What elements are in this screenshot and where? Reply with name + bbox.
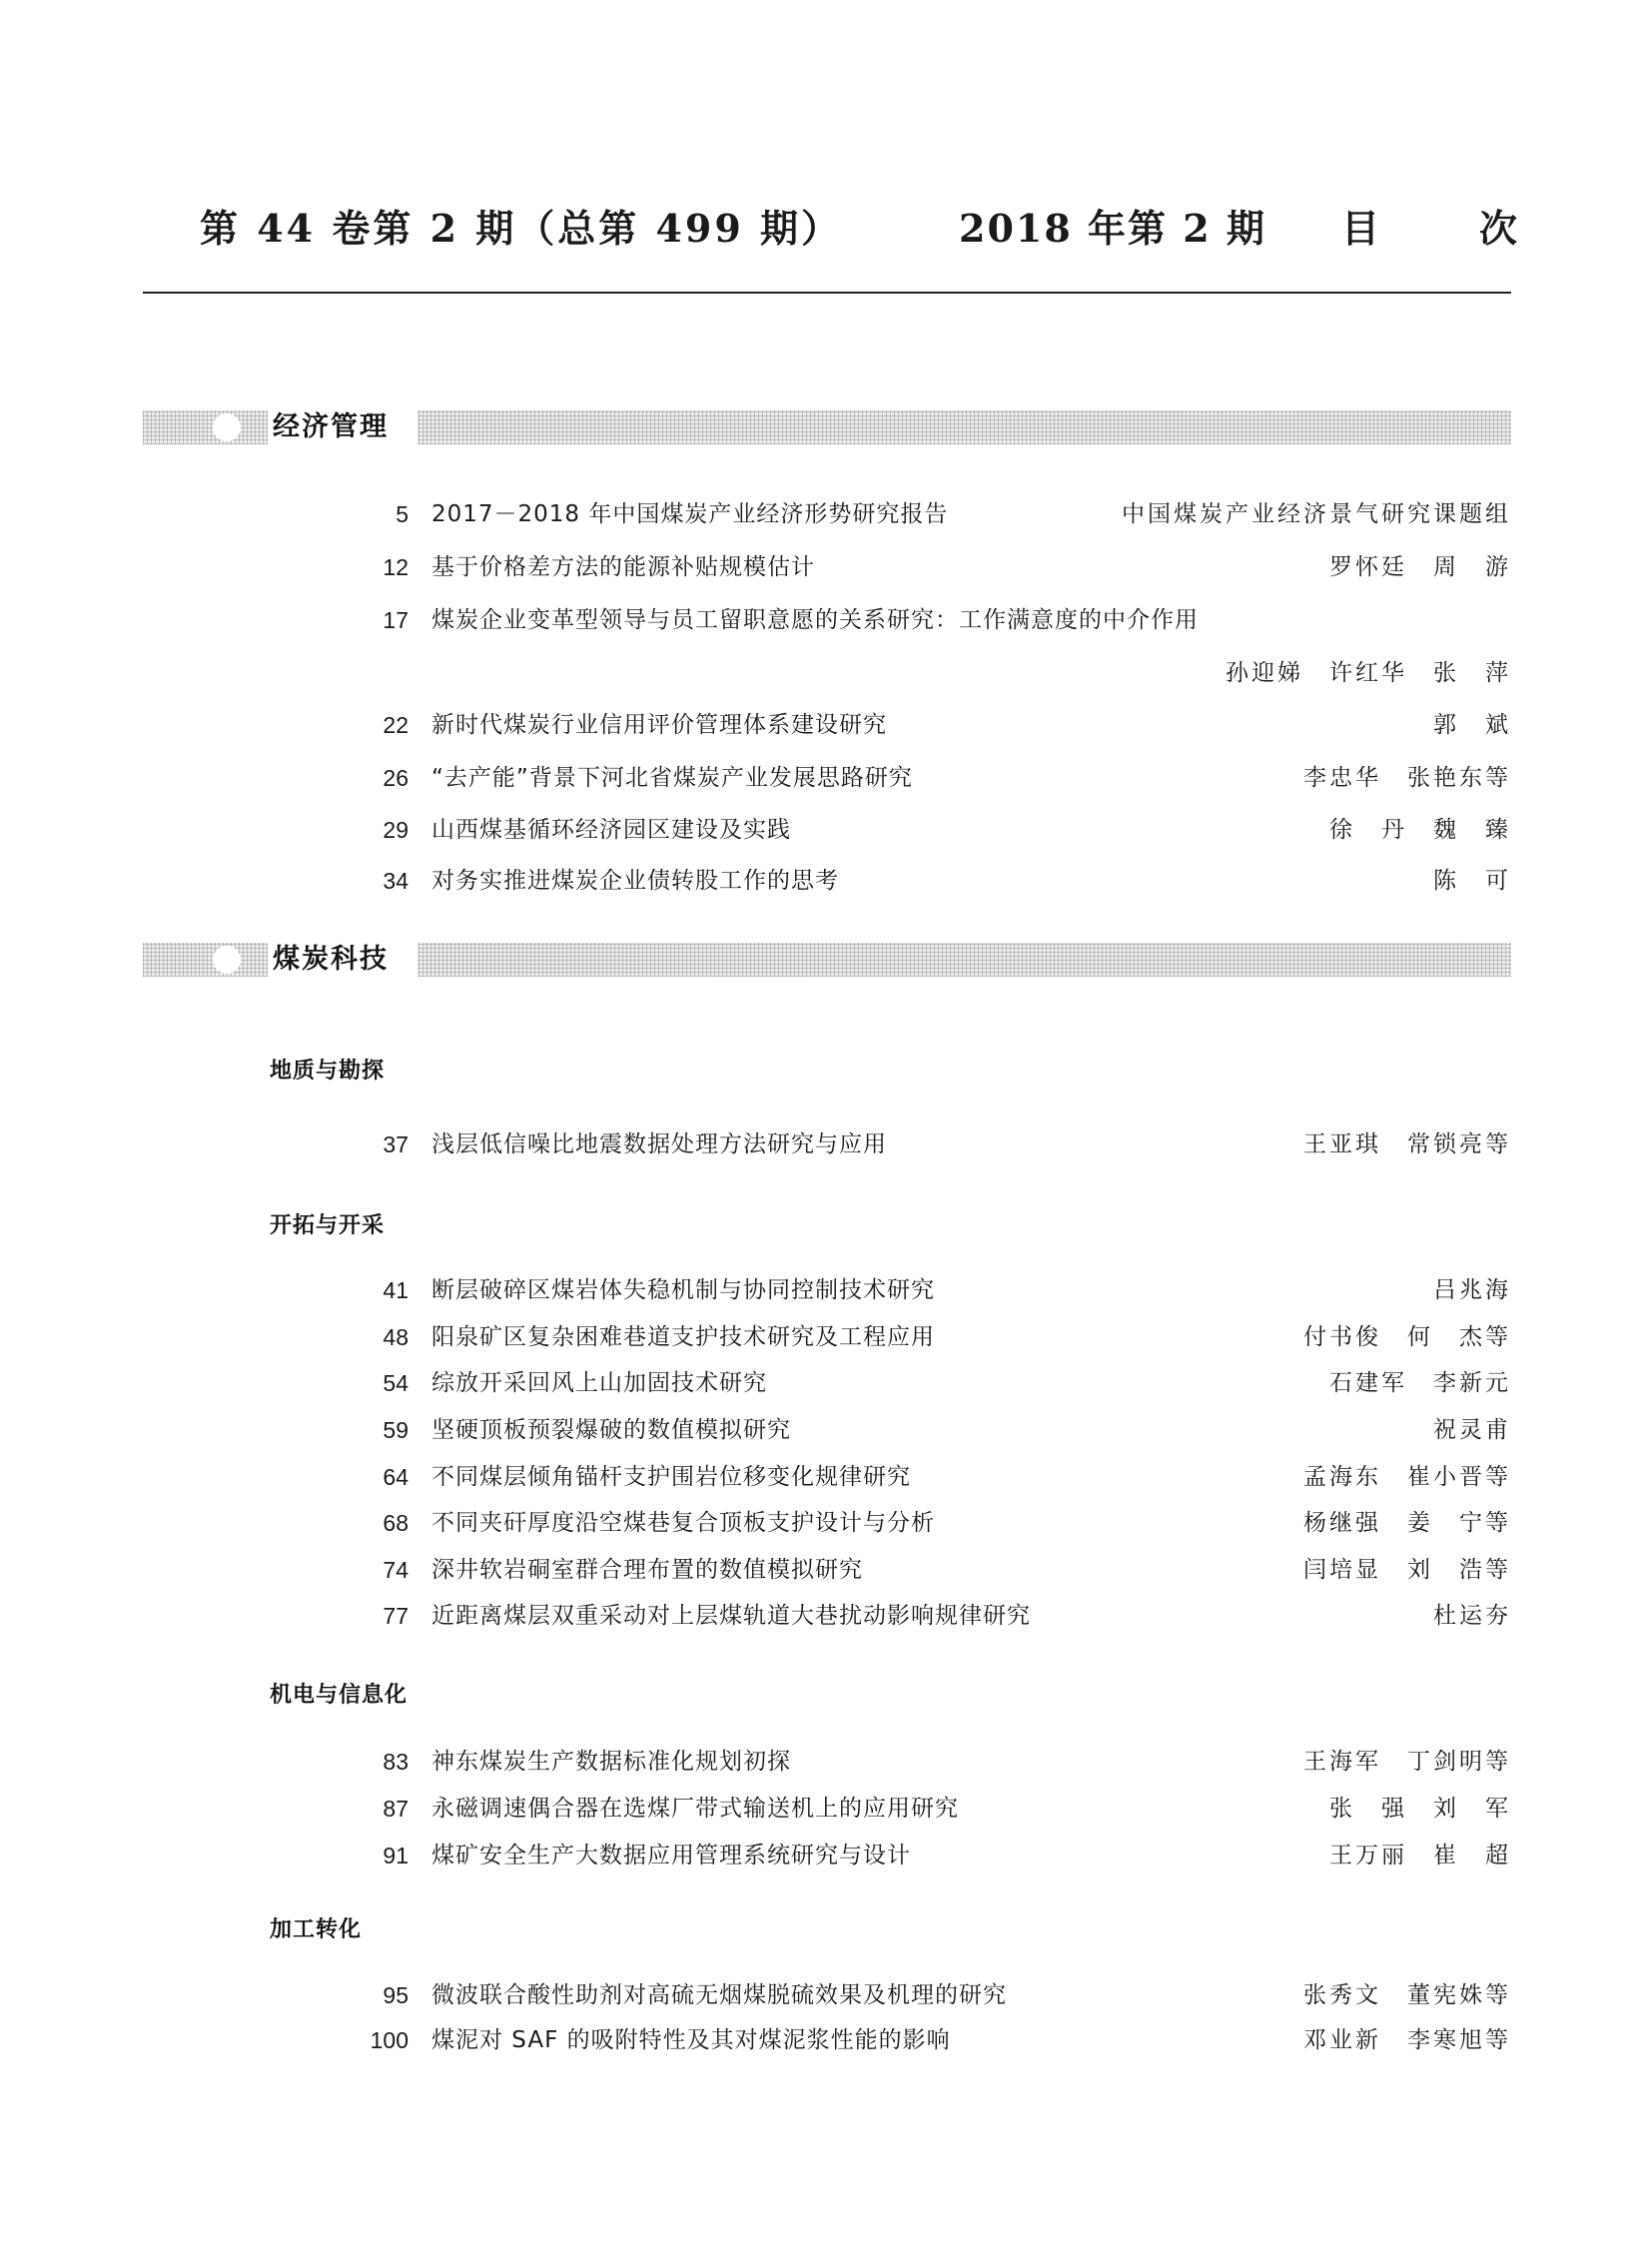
entry-title: 煤炭企业变革型领导与员工留职意愿的关系研究：工作满意度的中介作用 <box>431 607 1199 633</box>
section-band-coal-technology <box>143 943 1511 977</box>
section-title: 煤炭科技 <box>273 944 389 975</box>
entry-authors: 徐 丹 魏 臻 <box>1329 817 1511 843</box>
entry-authors: 付书俊 何 杰等 <box>1303 1324 1511 1350</box>
year-issue: 2018 年第 2 期 <box>959 206 1266 251</box>
toc-entry[interactable] <box>0 1838 1652 1873</box>
section-title: 经济管理 <box>273 411 389 442</box>
entry-page: 59 <box>383 1417 409 1443</box>
toc-entry[interactable] <box>0 1977 1652 2013</box>
toc-entry[interactable] <box>0 1365 1652 1401</box>
entry-title: 煤泥对 SAF 的吸附特性及其对煤泥浆性能的影响 <box>431 2027 951 2053</box>
entry-title: 山西煤基循环经济园区建设及实践 <box>431 817 791 843</box>
entry-title: 新时代煤炭行业信用评价管理体系建设研究 <box>431 712 887 738</box>
toc-entry[interactable] <box>0 812 1652 848</box>
subsection-title: 开拓与开采 <box>270 1213 386 1238</box>
entry-page: 95 <box>383 1982 409 2008</box>
toc-entry[interactable] <box>0 2022 1652 2058</box>
toc-entry[interactable] <box>0 1459 1652 1495</box>
entry-title: 不同煤层倾角锚杆支护围岩位移变化规律研究 <box>431 1464 911 1490</box>
entry-page: 74 <box>383 1557 409 1583</box>
toc-entry[interactable] <box>0 1319 1652 1355</box>
entry-page: 64 <box>383 1464 409 1490</box>
entry-title: 神东煤炭生产数据标准化规划初探 <box>431 1749 791 1775</box>
entry-title: 深井软岩硐室群合理布置的数值模拟研究 <box>431 1557 863 1583</box>
toc-entry[interactable] <box>0 1505 1652 1541</box>
entry-title: 综放开采回风上山加固技术研究 <box>431 1370 767 1396</box>
entry-authors: 张 强 刘 军 <box>1329 1796 1511 1822</box>
entry-title: 微波联合酸性助剂对高硫无烟煤脱硫效果及机理的研究 <box>431 1982 1007 2008</box>
entry-page: 77 <box>383 1603 409 1629</box>
toc-entry[interactable] <box>0 707 1652 743</box>
entry-page: 29 <box>383 817 409 843</box>
section-band-economic-management <box>143 410 1511 444</box>
entry-page: 37 <box>383 1131 409 1157</box>
entry-title: 煤矿安全生产大数据应用管理系统研究与设计 <box>431 1843 911 1868</box>
entry-authors: 李忠华 张艳东等 <box>1303 765 1511 791</box>
entry-title: 2017－2018 年中国煤炭产业经济形势研究报告 <box>431 501 949 527</box>
entry-authors: 罗怀廷 周 游 <box>1329 554 1511 580</box>
toc-entry[interactable] <box>0 1598 1652 1634</box>
subsection-title: 加工转化 <box>270 1917 363 1942</box>
entry-authors: 石建军 李新元 <box>1329 1370 1511 1396</box>
entry-authors: 杜运夯 <box>1433 1603 1511 1629</box>
toc-entry[interactable] <box>0 760 1652 796</box>
entry-authors: 中国煤炭产业经济景气研究课题组 <box>1122 501 1511 527</box>
toc-entry[interactable] <box>0 602 1652 638</box>
entry-title: 浅层低信噪比地震数据处理方法研究与应用 <box>431 1131 887 1157</box>
journal-header <box>143 198 1618 260</box>
entry-page: 22 <box>383 712 409 738</box>
entry-authors: 郭 斌 <box>1433 712 1511 738</box>
entry-authors: 王亚琪 常锁亮等 <box>1303 1131 1511 1157</box>
entry-page: 17 <box>383 607 409 633</box>
entry-authors: 孙迎娣 许红华 张 萍 <box>1226 660 1511 686</box>
entry-authors: 张秀文 董宪姝等 <box>1303 1982 1511 2008</box>
toc-entry[interactable] <box>0 863 1652 899</box>
entry-title: 基于价格差方法的能源补贴规模估计 <box>431 554 815 580</box>
entry-authors: 杨继强 姜 宁等 <box>1303 1510 1511 1536</box>
entry-page: 83 <box>383 1749 409 1775</box>
section-bullet-icon <box>213 413 241 441</box>
entry-authors: 孟海东 崔小晋等 <box>1303 1464 1511 1490</box>
toc-entry[interactable] <box>0 1272 1652 1308</box>
entry-title: “去产能”背景下河北省煤炭产业发展思路研究 <box>431 765 913 791</box>
volume-issue: 第 44 卷第 2 期（总第 499 期） <box>200 206 843 251</box>
toc-entry[interactable] <box>0 496 1652 532</box>
toc-entry[interactable] <box>0 1552 1652 1588</box>
toc-entry[interactable] <box>0 1412 1652 1448</box>
entry-page: 100 <box>370 2027 409 2053</box>
section-bullet-icon <box>213 946 241 974</box>
entry-authors: 吕兆海 <box>1433 1277 1511 1303</box>
subsection-title: 机电与信息化 <box>270 1683 409 1708</box>
toc-label: 目次 <box>1341 206 1618 251</box>
entry-authors: 王海军 丁剑明等 <box>1303 1749 1511 1775</box>
entry-page: 5 <box>396 501 409 527</box>
entry-page: 41 <box>383 1277 409 1303</box>
toc-entry[interactable] <box>0 1791 1652 1827</box>
entry-page: 91 <box>383 1843 409 1868</box>
entry-authors: 闫培显 刘 浩等 <box>1303 1557 1511 1583</box>
entry-authors: 陈 可 <box>1433 868 1511 894</box>
entry-authors: 邓业新 李寒旭等 <box>1303 2027 1511 2053</box>
entry-page: 87 <box>383 1796 409 1822</box>
entry-title: 断层破碎区煤岩体失稳机制与协同控制技术研究 <box>431 1277 935 1303</box>
header-rule <box>143 292 1511 294</box>
entry-page: 34 <box>383 868 409 894</box>
entry-title: 不同夹矸厚度沿空煤巷复合顶板支护设计与分析 <box>431 1510 935 1536</box>
entry-page: 48 <box>383 1324 409 1350</box>
toc-entry[interactable] <box>0 1126 1652 1162</box>
entry-page: 12 <box>383 554 409 580</box>
entry-title: 近距离煤层双重采动对上层煤轨道大巷扰动影响规律研究 <box>431 1603 1031 1629</box>
entry-title: 永磁调速偶合器在选煤厂带式输送机上的应用研究 <box>431 1796 959 1822</box>
toc-entry[interactable] <box>0 1744 1652 1780</box>
entry-authors: 祝灵甫 <box>1433 1417 1511 1443</box>
entry-authors: 王万丽 崔 超 <box>1329 1843 1511 1868</box>
entry-page: 26 <box>383 765 409 791</box>
entry-title: 对务实推进煤炭企业债转股工作的思考 <box>431 868 839 894</box>
toc-entry[interactable] <box>0 549 1652 585</box>
subsection-title: 地质与勘探 <box>270 1059 386 1084</box>
entry-title: 阳泉矿区复杂困难巷道支护技术研究及工程应用 <box>431 1324 935 1350</box>
entry-page: 54 <box>383 1370 409 1396</box>
entry-page: 68 <box>383 1510 409 1536</box>
entry-title: 坚硬顶板预裂爆破的数值模拟研究 <box>431 1417 791 1443</box>
